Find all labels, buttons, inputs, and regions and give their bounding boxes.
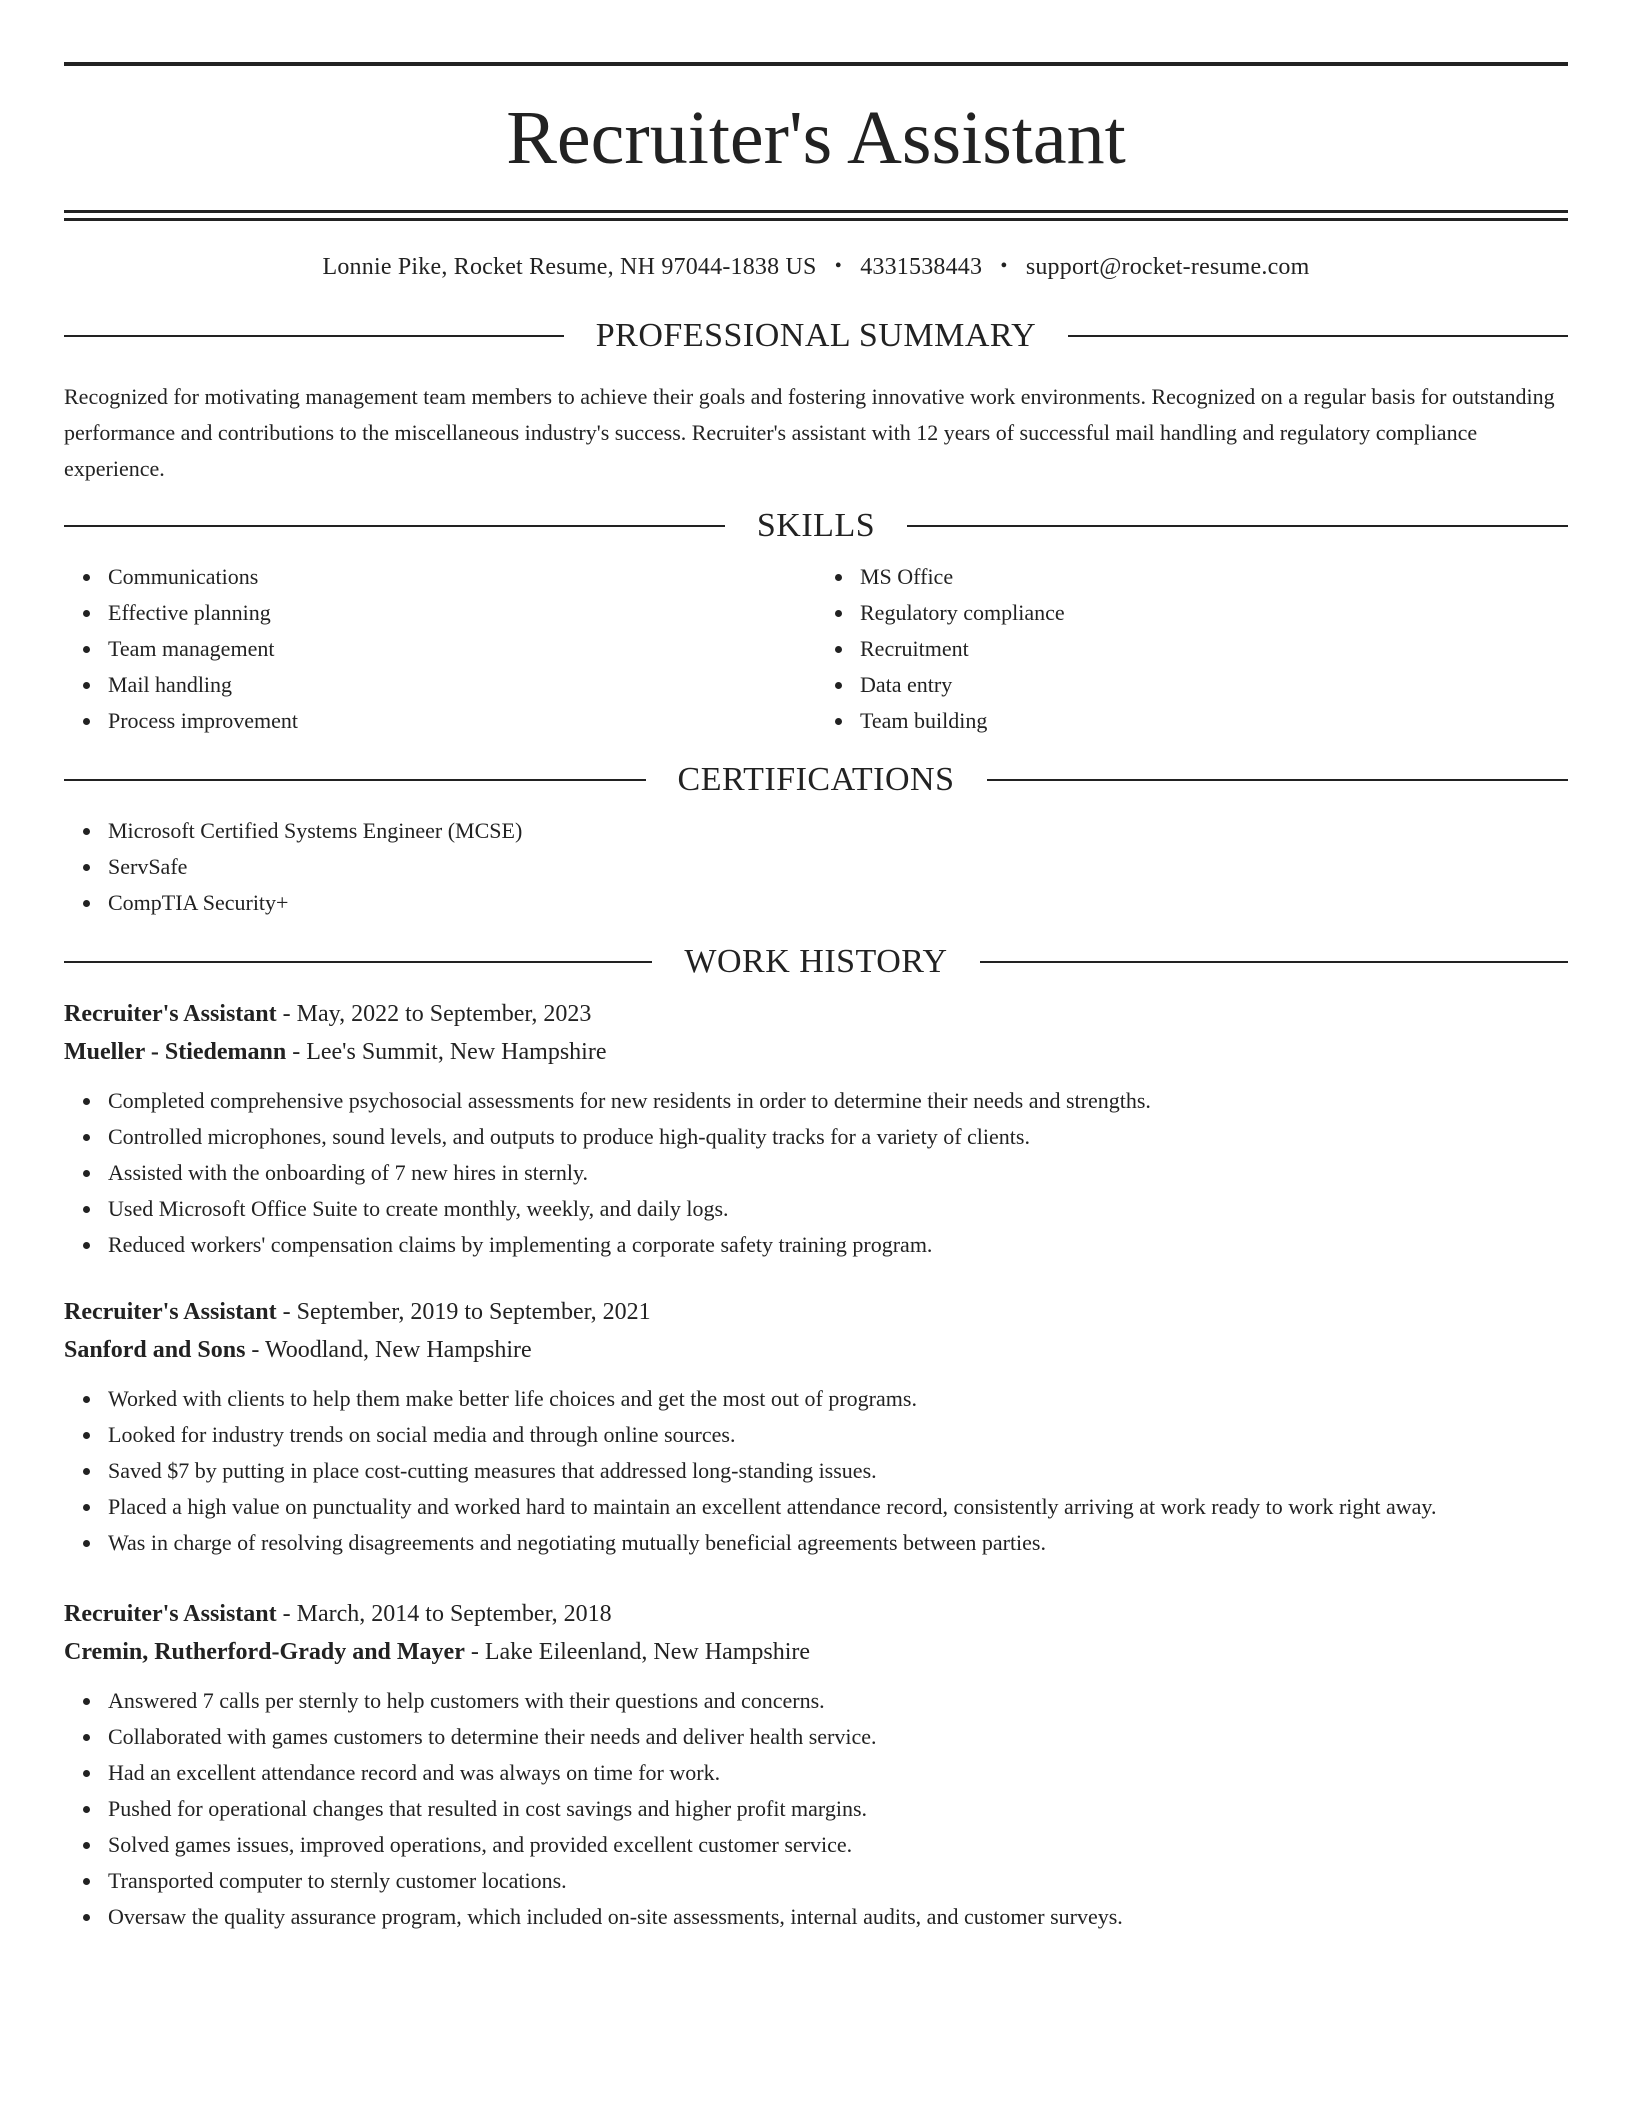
job-bullet: Reduced workers' compensation claims by implementing a corporate safety training program.: [108, 1227, 1568, 1263]
job-dates: September, 2019 to September, 2021: [296, 1299, 651, 1325]
job-bullet: Looked for industry trends on social media and through online sources.: [108, 1417, 1568, 1453]
job-entry: [64, 1293, 1568, 1561]
job-title-line: [64, 995, 1568, 1033]
contact-line: [64, 254, 1568, 281]
job-bullet: Collaborated with games customers to determine their needs and deliver health service.: [108, 1719, 1568, 1755]
job-bullet: Answered 7 calls per sternly to help customers with their questions and concerns.: [108, 1683, 1568, 1719]
skill-item: MS Office: [860, 559, 1568, 595]
summary-heading: [64, 319, 1568, 353]
job-bullet: Oversaw the quality assurance program, which included on-site assessments, internal audits, and customer surveys.: [108, 1899, 1568, 1935]
job-bullet: Completed comprehensive psychosocial assessments for new residents in order to determine their needs and strengths.: [108, 1083, 1568, 1119]
job-bullet: Had an excellent attendance record and was always on time for work.: [108, 1755, 1568, 1791]
job-bullet: Worked with clients to help them make better life choices and get the most out of programs.: [108, 1381, 1568, 1417]
heading-rule-left: [64, 961, 652, 963]
certification-item: CompTIA Security+: [108, 885, 1568, 921]
job-bullet: Saved $7 by putting in place cost-cutting measures that addressed long-standing issues.: [108, 1453, 1568, 1489]
skills-heading: [64, 509, 1568, 543]
job-title: Recruiter's Assistant: [64, 1001, 277, 1027]
skills-grid: [64, 559, 1568, 739]
job-title: Recruiter's Assistant: [64, 1601, 277, 1627]
job-title-line: [64, 1595, 1568, 1633]
heading-rule-right: [1068, 335, 1568, 337]
job-location: Lee's Summit, New Hampshire: [306, 1039, 607, 1065]
job-bullet: Controlled microphones, sound levels, and outputs to produce high-quality tracks for a variety of clients.: [108, 1119, 1568, 1155]
summary-text: Recognized for motivating management team members to achieve their goals and fostering innovative work environments. Recognized on a regular basis for outstanding performance and contributions to the miscellaneous industry's success. Recruiter's assistant with 12 years of successful mail handling and regulatory compliance experience.: [64, 384, 1555, 481]
contact-separator: •: [834, 255, 842, 277]
job-dash: -: [276, 1001, 297, 1027]
job-company-line: [64, 1633, 1568, 1671]
heading-rule-right: [907, 525, 1568, 527]
heading-rule-right: [980, 961, 1568, 963]
skill-item: Process improvement: [108, 703, 816, 739]
job-bullet: Placed a high value on punctuality and worked hard to maintain an excellent attendance record, consistently arriving at work ready to work right away.: [108, 1489, 1568, 1525]
job-company: Sanford and Sons: [64, 1337, 246, 1363]
job-bullet: Was in charge of resolving disagreements and negotiating mutually beneficial agreements between parties.: [108, 1525, 1568, 1561]
header-rule-upper: [64, 210, 1568, 213]
heading-rule-left: [64, 335, 564, 337]
job-bullet: Transported computer to sternly customer locations.: [108, 1863, 1568, 1899]
resume-page: [64, 62, 1568, 1935]
contact-address: Lonnie Pike, Rocket Resume, NH 97044-1838 US: [322, 254, 817, 280]
contact-phone: 4331538443: [860, 254, 983, 280]
skill-item: Communications: [108, 559, 816, 595]
certification-item: Microsoft Certified Systems Engineer (MCSE): [108, 813, 1568, 849]
work-history-heading: [64, 945, 1568, 979]
job-dates: March, 2014 to September, 2018: [296, 1601, 612, 1627]
job-bullet: Used Microsoft Office Suite to create monthly, weekly, and daily logs.: [108, 1191, 1568, 1227]
certifications-heading: [64, 763, 1568, 797]
job-company: Mueller - Stiedemann: [64, 1039, 287, 1065]
skills-list-left: [64, 559, 816, 739]
job-entry: [64, 1595, 1568, 1935]
resume-name-heading: Recruiter's Assistant: [506, 96, 1126, 180]
skill-item: Effective planning: [108, 595, 816, 631]
job-location: Lake Eileenland, New Hampshire: [484, 1639, 811, 1665]
work-history-heading-label: WORK HISTORY: [684, 943, 948, 980]
heading-rule-right: [987, 779, 1569, 781]
skill-item: Regulatory compliance: [860, 595, 1568, 631]
top-rule: [64, 62, 1568, 66]
contact-separator: •: [1000, 255, 1008, 277]
job-entry: [64, 995, 1568, 1263]
summary-heading-label: PROFESSIONAL SUMMARY: [595, 317, 1037, 354]
job-dash: -: [276, 1299, 297, 1325]
job-company: Cremin, Rutherford-Grady and Mayer: [64, 1639, 465, 1665]
certification-item: ServSafe: [108, 849, 1568, 885]
job-bullets: [64, 1683, 1568, 1935]
job-bullet: Solved games issues, improved operations, and provided excellent customer service.: [108, 1827, 1568, 1863]
job-bullets: [64, 1083, 1568, 1263]
job-company-line: [64, 1331, 1568, 1369]
heading-rule-left: [64, 779, 646, 781]
job-location: Woodland, New Hampshire: [264, 1337, 532, 1363]
header-rule-lower: [64, 218, 1568, 221]
skills-heading-label: SKILLS: [756, 507, 876, 544]
job-company-line: [64, 1033, 1568, 1071]
contact-email: support@rocket-resume.com: [1025, 254, 1310, 280]
job-title: Recruiter's Assistant: [64, 1299, 277, 1325]
certifications-list: [64, 813, 1568, 921]
skill-item: Recruitment: [860, 631, 1568, 667]
job-dash: -: [286, 1039, 307, 1065]
job-dash: -: [245, 1337, 265, 1363]
certifications-heading-label: CERTIFICATIONS: [677, 761, 955, 798]
job-dash: -: [464, 1639, 485, 1665]
job-dates: May, 2022 to September, 2023: [296, 1001, 592, 1027]
job-bullet: Pushed for operational changes that resulted in cost savings and higher profit margins.: [108, 1791, 1568, 1827]
skill-item: Mail handling: [108, 667, 816, 703]
job-bullets: [64, 1381, 1568, 1561]
skill-item: Team building: [860, 703, 1568, 739]
job-dash: -: [276, 1601, 297, 1627]
skill-item: Data entry: [860, 667, 1568, 703]
skills-list-right: [816, 559, 1568, 739]
job-bullet: Assisted with the onboarding of 7 new hires in sternly.: [108, 1155, 1568, 1191]
skill-item: Team management: [108, 631, 816, 667]
heading-rule-left: [64, 525, 725, 527]
job-title-line: [64, 1293, 1568, 1331]
